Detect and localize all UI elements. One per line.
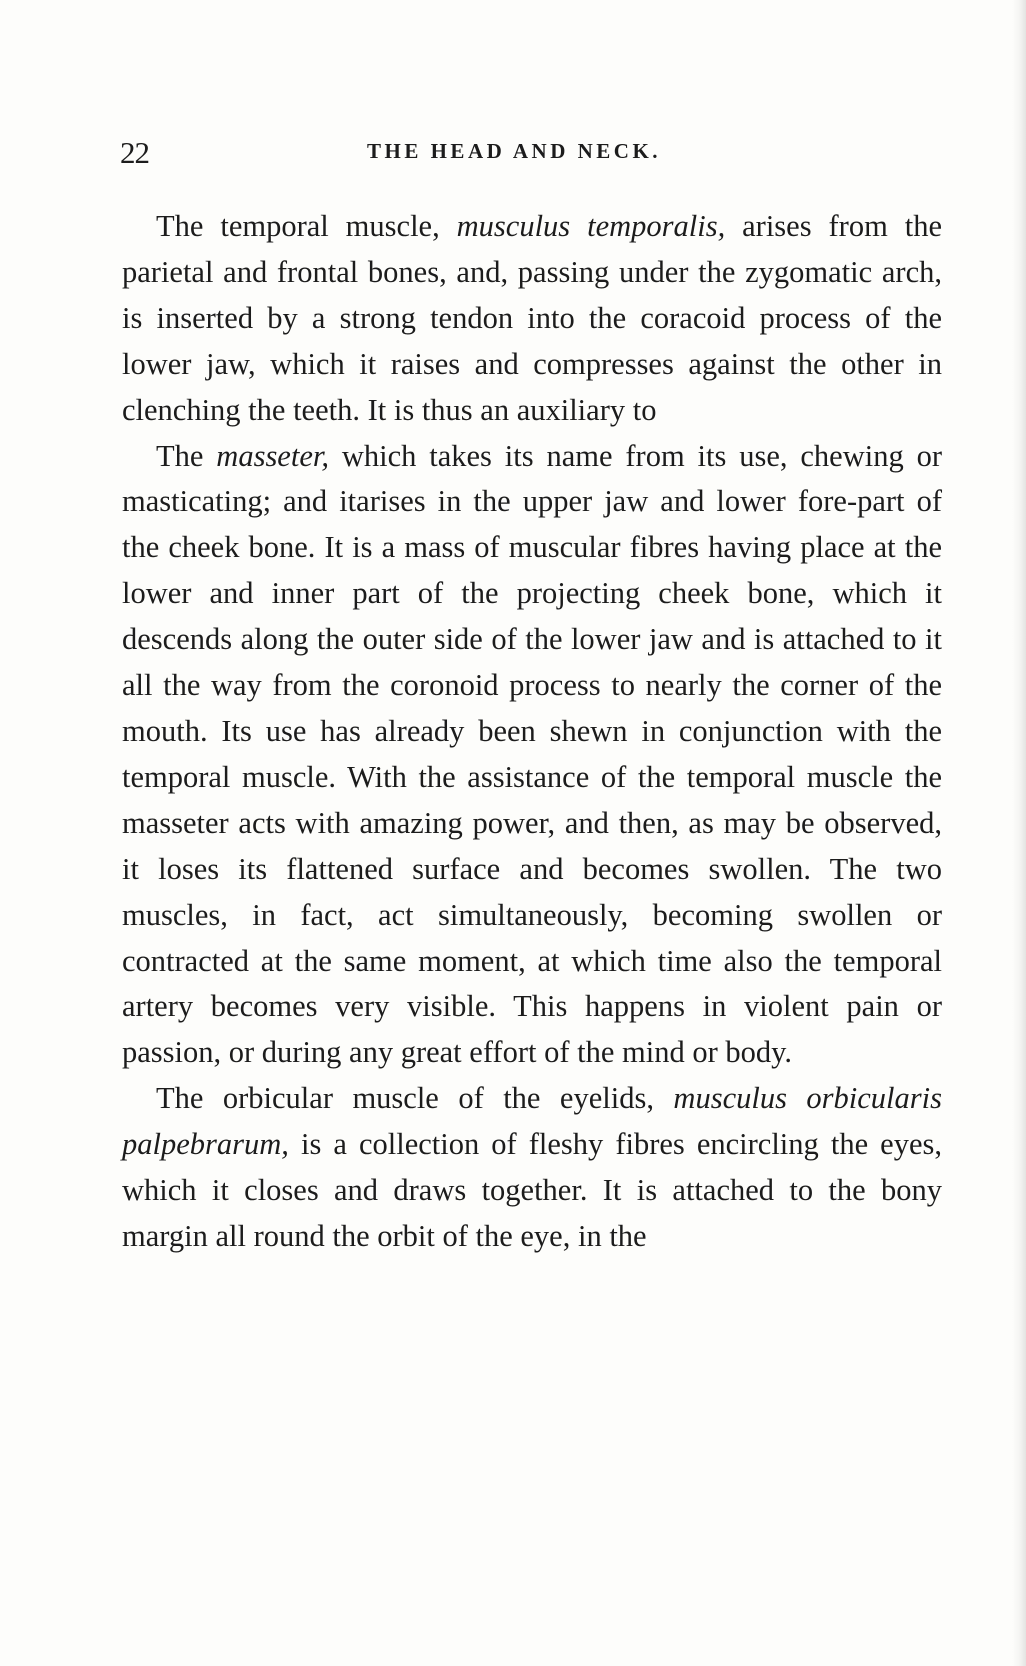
paragraph-temporal-muscle (122, 204, 942, 434)
latin-term: musculus orbicularis palpebrarum, (122, 1081, 942, 1162)
paragraph-text: The orbicular muscle of the eyelids, (156, 1081, 674, 1116)
page-edge-shadow (1012, 0, 1026, 1666)
body-text (122, 204, 942, 1260)
paragraph-orbicular-muscle (122, 1076, 942, 1260)
page-number: 22 (120, 135, 149, 170)
paragraph-text: is a collection of fleshy fibres encircling the eyes, which it closes and draws together. It is attached to the bony margin all round the orbit of the eye, in the (122, 1127, 942, 1253)
paragraph-text: The temporal muscle, (156, 209, 457, 243)
latin-term: musculus temporalis, (456, 209, 726, 243)
latin-term: masseter, (216, 438, 329, 473)
paragraph-text: arises from the parietal and frontal bones, and, passing under the zygomatic arch, is inserted by a strong tendon into the coracoid process of the lower jaw, which it raises and compresses against the other in clenching the teeth. It is thus an auxiliary to (122, 209, 942, 427)
page-header (120, 135, 940, 175)
paragraph-text: which takes its name from its use, chewing or masticating; and itarises in the upper jaw and lower fore-part of the cheek bone. It is a mass of muscular fibres having place at the lower and inner part of the projecting cheek bone, which it descends along the outer side of the lower jaw and is attached to it all the way from the coronoid process to nearly the corner of the mouth. Its use has already been shewn in conjunction with the temporal muscle. With the assistance of the temporal muscle the masseter acts with amazing power, and then, as may be observed, it loses its flattened surface and becomes swollen. The two muscles, in fact, act simultaneously, becoming swollen or contracted at the same moment, at which time also the temporal artery becomes very visible. This happens in violent pain or passion, or during any great effort of the mind or body. (122, 438, 942, 1070)
running-head: THE HEAD AND NECK. (367, 139, 662, 163)
paragraph-text: The (156, 438, 217, 473)
paragraph-masseter (122, 434, 942, 1077)
